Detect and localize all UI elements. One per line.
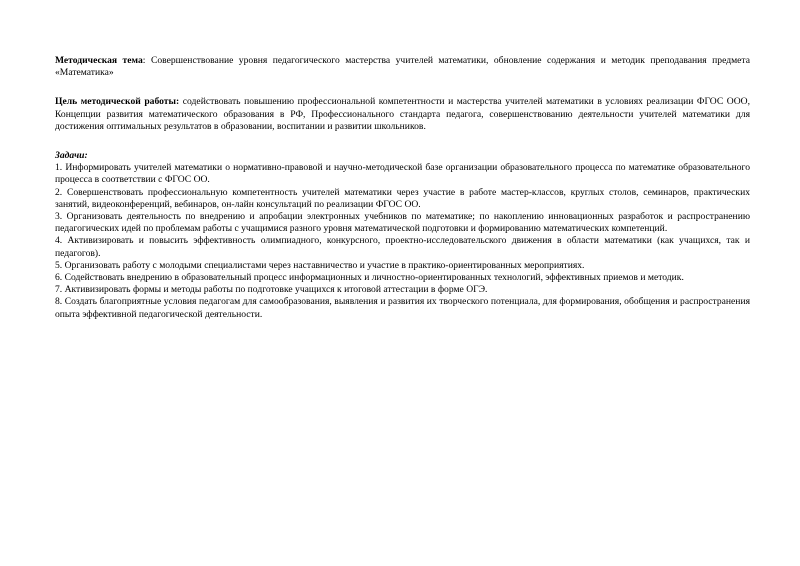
task-item: 3. Организовать деятельность по внедрению и апробации электронных учебников по математике; по накоплению инновационных разработок и распространению педагогических идей по проблемам работы с учащимися разного уровня математической подготовки и формированию математических компетенций. xyxy=(55,211,750,235)
task-item: 1. Информировать учителей математики о нормативно-правовой и научно-методической базе организации образовательного процесса по математике образовательного процесса в соответствии с ФГОС ОО. xyxy=(55,162,750,186)
methodical-goal xyxy=(55,96,750,133)
task-item: 4. Активизировать и повысить эффективность олимпиадного, конкурсного, проектно-исследовательского движения в области математики (как учащихся, так и педагогов). xyxy=(55,235,750,259)
document-page xyxy=(55,55,750,321)
task-item: 8. Создать благоприятные условия педагогам для самообразования, выявления и развития их творческого потенциала, для формирования, обобщения и распространения опыта эффективной педагогической деятельности. xyxy=(55,296,750,320)
methodical-theme-label: Методическая тема xyxy=(55,55,143,66)
task-item: 2. Совершенствовать профессиональную компетентность учителей математики через участие в работе мастер-классов, круглых столов, семинаров, практических занятий, видеоконференций, вебинаров, он-лайн консультаций по реализации ФГОС ОО. xyxy=(55,186,750,210)
methodical-goal-label: Цель методической работы: xyxy=(55,96,180,108)
spacer xyxy=(55,133,750,150)
methodical-goal-text: содействовать повышению профессиональной компетентности и мастерства учителей математики в условиях реализации ФГОС ООО, Концепции развития математического образования в РФ, Профессионального стандарта педагога, совершенствованию деятельности учителей математики для достижения оптимальных результатов в образовании, воспитании и развитии школьников. xyxy=(55,96,750,132)
task-item: 6. Содействовать внедрению в образовательный процесс информационных и личностно-ориентированных технологий, эффективных приемов и методик. xyxy=(55,272,684,284)
spacer xyxy=(55,79,750,96)
tasks-heading-text: Задачи: xyxy=(55,150,88,162)
tasks-heading xyxy=(55,150,750,162)
task-item: 5. Организовать работу с молодыми специалистами через наставничество и участие в практико-ориентированных мероприятиях. xyxy=(55,259,585,271)
tasks-list xyxy=(55,162,750,321)
task-item: 7. Активизировать формы и методы работы по подготовке учащихся к итоговой аттестации в форме ОГЭ. xyxy=(55,284,488,296)
methodical-theme-text: Совершенствование уровня педагогического мастерства учителей математики, обновление содержания и методик преподавания предмета «Математика» xyxy=(55,55,750,79)
methodical-theme-separator: : xyxy=(142,55,151,66)
methodical-theme xyxy=(55,55,750,79)
